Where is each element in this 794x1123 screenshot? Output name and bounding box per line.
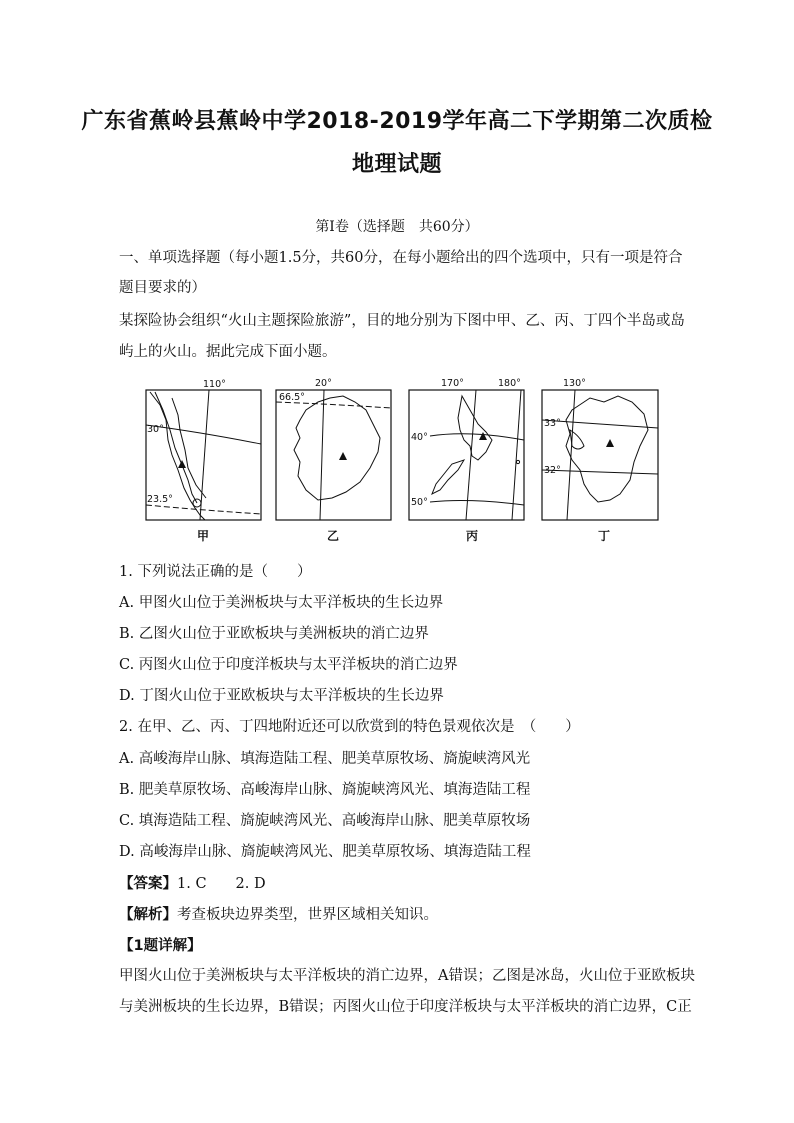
section-heading: 第Ⅰ卷（选择题 共60分） — [315, 219, 479, 235]
page-title: 广东省蕉岭县蕉岭中学2018-2019学年高二下学期第二次质检 — [81, 109, 713, 134]
question-2-option-c: C. 填海造陆工程、旖旎峡湾风光、高峻海岸山脉、肥美草原牧场 — [119, 813, 531, 829]
map-ding-caption: 丁 — [598, 529, 611, 543]
page-subtitle: 地理试题 — [351, 152, 442, 177]
map-ding-lat-0: 33° — [544, 418, 561, 429]
map-ding-lat-1: 32° — [544, 465, 561, 476]
map-bing-lon-1: 180° — [498, 378, 521, 389]
instructions-line-1: 一、单项选择题（每小题1.5分，共60分，在每小题给出的四个选项中，只有一项是符合 — [119, 250, 683, 266]
map-ding-frame — [542, 390, 658, 520]
instructions-line-2: 题目要求的） — [119, 280, 206, 296]
map-bing-lon-0: 170° — [441, 378, 464, 389]
map-jia-lon-0: 110° — [203, 379, 226, 390]
answer-tag: 【答案】 — [119, 876, 177, 892]
map-bing-caption: 丙 — [466, 529, 479, 543]
question-1-option-d: D. 丁图火山位于亚欧板块与太平洋板块的生长边界 — [119, 688, 444, 704]
question-1-option-c: C. 丙图火山位于印度洋板块与太平洋板块的消亡边界 — [119, 657, 458, 673]
map-yi — [276, 378, 391, 543]
question-2-option-a: A. 高峻海岸山脉、填海造陆工程、肥美草原牧场、旖旎峡湾风光 — [119, 751, 531, 767]
intro-line-1: 某探险协会组织“火山主题探险旅游”，目的地分别为下图中甲、乙、丙、丁四个半岛或岛 — [119, 313, 685, 329]
detail-line-2: 与美洲板块的生长边界，B错误；丙图火山位于印度洋板块与太平洋板块的消亡边界，C正 — [119, 999, 692, 1015]
map-jia-lat-1: 23.5° — [147, 494, 173, 505]
detail-line-1: 甲图火山位于美洲板块与太平洋板块的消亡边界，A错误；乙图是冰岛，火山位于亚欧板块 — [119, 968, 695, 984]
map-yi-lon-0: 20° — [315, 378, 332, 389]
map-bing-lat-0: 40° — [411, 432, 428, 443]
map-jia-frame — [146, 390, 261, 520]
analysis-text: 考查板块边界类型，世界区域相关知识。 — [177, 907, 438, 923]
map-bing — [409, 378, 524, 543]
intro-line-2: 屿上的火山。据此完成下面小题。 — [119, 344, 337, 360]
question-1-stem: 1. 下列说法正确的是（ ） — [119, 564, 312, 580]
question-2-option-b: B. 肥美草原牧场、高峻海岸山脉、旖旎峡湾风光、填海造陆工程 — [119, 782, 531, 798]
map-jia-caption: 甲 — [197, 529, 210, 543]
question-1-option-b: B. 乙图火山位于亚欧板块与美洲板块的消亡边界 — [119, 626, 429, 642]
analysis-tag: 【解析】 — [119, 907, 177, 923]
answer-text: 1. C 2. D — [177, 876, 266, 892]
map-yi-lat-0: 66.5° — [279, 392, 305, 403]
map-jia — [146, 379, 261, 543]
map-jia-lat-0: 30° — [147, 424, 164, 435]
map-ding — [542, 378, 658, 543]
detail-heading: 【1题详解】 — [119, 938, 202, 954]
map-yi-frame — [276, 390, 391, 520]
map-bing-frame — [409, 390, 524, 520]
question-1-option-a: A. 甲图火山位于美洲板块与太平洋板块的生长边界 — [119, 595, 444, 611]
analysis-line — [119, 905, 679, 925]
question-2-option-d: D. 高峻海岸山脉、旖旎峡湾风光、肥美草原牧场、填海造陆工程 — [119, 844, 531, 860]
question-2-stem: 2. 在甲、乙、丙、丁四地附近还可以欣赏到的特色景观依次是 （ ） — [119, 719, 580, 735]
map-yi-caption: 乙 — [327, 529, 340, 543]
map-bing-lat-1: 50° — [411, 497, 428, 508]
map-ding-lon-0: 130° — [563, 378, 586, 389]
answer-line — [119, 874, 679, 894]
